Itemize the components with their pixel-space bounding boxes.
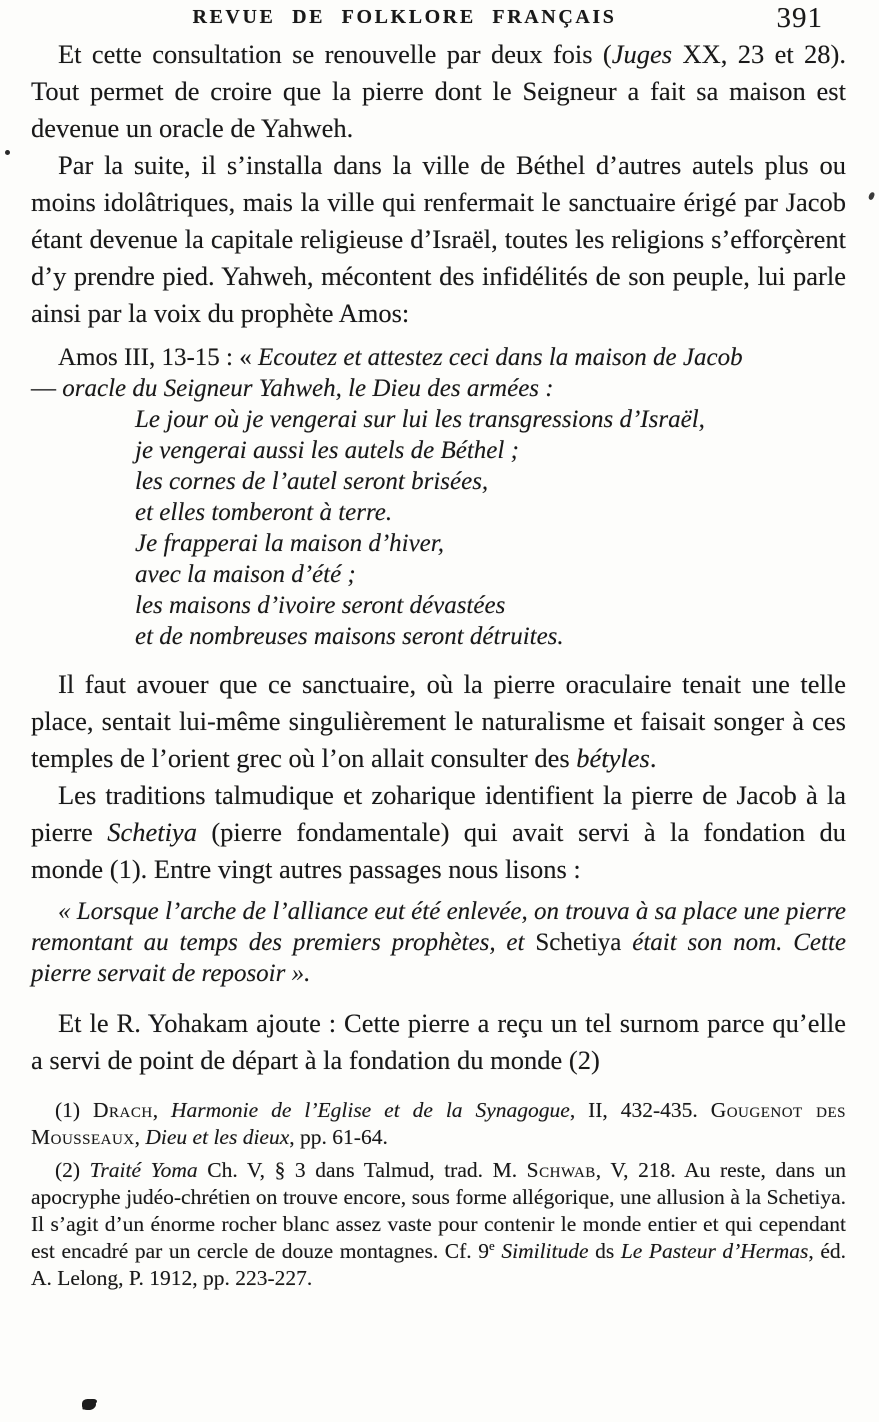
schetiya-quote: « Lorsque l’arche de l’alliance eut été enlevée, on trouva à sa place une pierre remontant au temps des premiers prophètes, et Schetiya était son nom. Cette pierre servait de reposoir ». — [31, 898, 847, 987]
paragraph-sanctuaire: Il faut avouer que ce sanctuaire, où la pierre oraculaire tenait une telle place, sentait lui-même singulièrement le naturalisme et faisait songer à ces temples de l’orient grec où l’on allait consulter des bétyles. — [31, 669, 846, 773]
footnote-1: (1) Drach, Harmonie de l’Eglise et de la Synagogue, II, 432-435. Gougenot des Mousseaux, Dieu et les dieux, pp. 61-64. — [31, 1098, 846, 1149]
scan-dot-mark — [5, 150, 10, 155]
footnote-2: (2) Traité Yoma Ch. V, § 3 dans Talmud, trad. M. Schwab, V, 218. Au reste, dans un apocryphe judéo-chrétien on trouve encore, sous forme allégorique, une allusion à la Schetiya. Il s’agit d’un énorme rocher blanc assez vaste pour contenir le monde entier et qui cependant est encadré par un cercle de douze montagnes. Cf. 9e Similitude ds Le Pasteur d’Hermas, éd. A. Lelong, P. 1912, pp. 223-227. — [31, 1158, 847, 1290]
verse-line: avec la maison d’été ; — [135, 561, 356, 588]
page-body — [31, 36, 846, 1292]
scan-speck-mark — [868, 191, 875, 200]
paragraph-yohakam: Et le R. Yohakam ajoute : Cette pierre a reçu un tel surnom parce qu’elle a servi de point de départ à la fondation du monde (2) — [31, 1008, 846, 1075]
page-number: 391 — [776, 2, 823, 34]
verse-line: les maisons d’ivoire seront dévastées — [135, 592, 506, 619]
footnotes-section — [31, 1097, 846, 1292]
amos-intro-line-2: — oracle du Seigneur Yahweh, le Dieu des armées : — [31, 375, 554, 402]
running-head — [34, 2, 845, 40]
verse-line: Je frapperai la maison d’hiver, — [135, 530, 444, 557]
ink-blot-mark — [82, 1399, 96, 1410]
journal-title: REVUE DE FOLKLORE FRANÇAIS — [192, 6, 617, 28]
verse-line: les cornes de l’autel seront brisées, — [135, 468, 489, 495]
amos-intro-line-1: Amos III, 13-15 : « Ecoutez et attestez ceci dans la maison de Jacob — [58, 344, 743, 371]
verse-line: et elles tomberont à terre. — [135, 499, 393, 526]
verse-line: je vengerai aussi les autels de Béthel ; — [135, 437, 519, 464]
paragraph-traditions: Les traditions talmudique et zoharique identifient la pierre de Jacob à la pierre Schetiya (pierre fondamentale) qui avait servi à la fondation du monde (1). Entre vingt autres passages nous lisons : — [31, 780, 846, 884]
amos-quote-block — [31, 342, 846, 652]
amos-verse — [31, 404, 846, 652]
verse-line: et de nombreuses maisons seront détruites. — [135, 623, 564, 650]
verse-line: Le jour où je vengerai sur lui les transgressions d’Israël, — [135, 406, 705, 433]
paragraph-bethel: Par la suite, il s’installa dans la ville de Béthel d’autres autels plus ou moins idolâtriques, mais la ville qui renfermait le sanctuaire érigé par Jacob étant devenue la capitale religieuse d’Israël, toutes les religions s’efforçèrent d’y prendre pied. Yahweh, mécontent des infidélités de son peuple, lui parle ainsi par la voix du prophète Amos: — [31, 150, 846, 328]
paragraph-consultation: Et cette consultation se renouvelle par deux fois (Juges XX, 23 et 28). Tout permet de croire que la pierre dont le Seigneur a fait sa maison est devenue un oracle de Yahweh. — [31, 39, 846, 143]
